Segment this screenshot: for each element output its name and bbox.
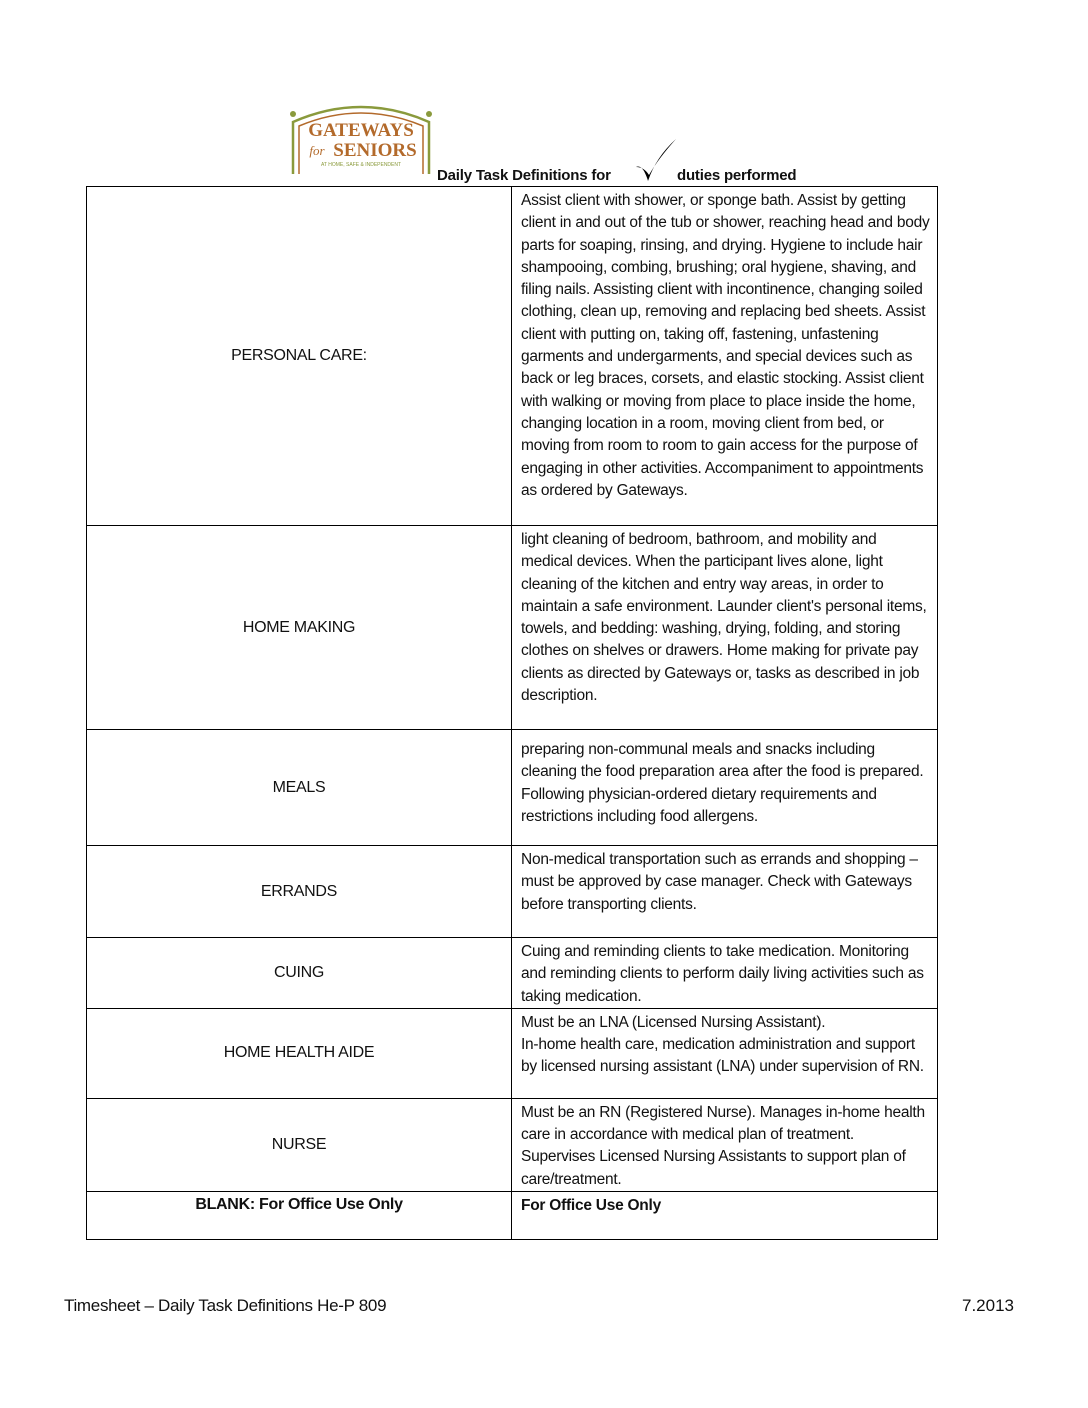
table-row — [87, 1098, 938, 1191]
table-row — [87, 938, 938, 1009]
task-category-office-use: BLANK: For Office Use Only — [87, 1192, 512, 1240]
task-description-errands: Non-medical transportation such as errands and shopping – must be approved by case manager. Check with Gateways before transporting clients. — [512, 846, 938, 938]
table-row — [87, 730, 938, 846]
task-category-meals: MEALS — [87, 730, 512, 846]
logo-tagline: AT HOME, SAFE & INDEPENDENT — [320, 162, 402, 168]
task-category-home-making: HOME MAKING — [87, 526, 512, 730]
table-row — [87, 526, 938, 730]
task-description-cuing: Cuing and reminding clients to take medication. Monitoring and reminding clients to perform daily living activities such as taking medication. — [512, 938, 938, 1009]
title-before: Daily Task Definitions for — [437, 167, 611, 184]
task-category-cuing: CUING — [87, 938, 512, 1009]
document-title — [437, 165, 857, 187]
task-category-nurse: NURSE — [87, 1098, 512, 1191]
task-category-personal-care: PERSONAL CARE: — [87, 187, 512, 526]
task-category-home-health-aide: HOME HEALTH AIDE — [87, 1008, 512, 1098]
logo-line2-prefix: for — [309, 143, 325, 158]
title-after: duties performed — [677, 167, 797, 184]
table-row — [87, 846, 938, 938]
task-description-personal-care: Assist client with shower, or sponge bath. Assist by getting client in and out of the tub or shower, reaching head and body parts for soaping, rinsing, and drying. Hygiene to include hair shampooing, combing, brushing; oral hygiene, shaving, and filing nails. Assisting client with incontinence, changing soiled clothing, clean up, removing and replacing bed sheets. Assist client with putting on, taking off, fastening, unfastening garments and undergarments, and special devices such as back or leg braces, corsets, and elastic stocking. Assist client with walking or moving from place to place inside the home, changing location in a room, moving client from bed, or moving from room to room to gain access for the purpose of engaging in other activities. Accompaniment to appointments as ordered by Gateways. — [512, 187, 938, 526]
footer-form-name: Timesheet – Daily Task Definitions He-P 809 — [64, 1296, 387, 1315]
task-description-office-use: For Office Use Only — [512, 1192, 938, 1240]
checkmark-icon — [632, 137, 678, 185]
task-description-home-making: light cleaning of bedroom, bathroom, and mobility and medical devices. When the participant lives alone, light cleaning of the kitchen and entry way areas, in order to maintain a safe environment. Launder client's personal items, towels, and bedding: washing, drying, folding, and storing clothes on shelves or drawers. Home making for private pay clients as directed by Gateways or, tasks as described in job description. — [512, 526, 938, 730]
table-row — [87, 187, 938, 526]
logo-line1: GATEWAYS — [308, 120, 414, 141]
footer-date: 7.2013 — [962, 1296, 1014, 1315]
task-description-nurse: Must be an RN (Registered Nurse). Manages in-home health care in accordance with medical plan of treatment. Supervises Licensed Nursing Assistants to support plan of care/treatment. — [512, 1098, 938, 1191]
gateways-logo — [287, 100, 435, 178]
task-definitions-table — [86, 186, 938, 1240]
task-description-home-health-aide: Must be an LNA (Licensed Nursing Assistant). In-home health care, medication administration and support by licensed nursing assistant (LNA) under supervision of RN. — [512, 1008, 938, 1098]
table-row — [87, 1008, 938, 1098]
logo-line2: SENIORS — [333, 140, 417, 161]
task-category-errands: ERRANDS — [87, 846, 512, 938]
task-description-meals: preparing non-communal meals and snacks including cleaning the food preparation area after the food is prepared. Following physician-ordered dietary requirements and restrictions including food allergens. — [512, 730, 938, 846]
table-row — [87, 1192, 938, 1240]
